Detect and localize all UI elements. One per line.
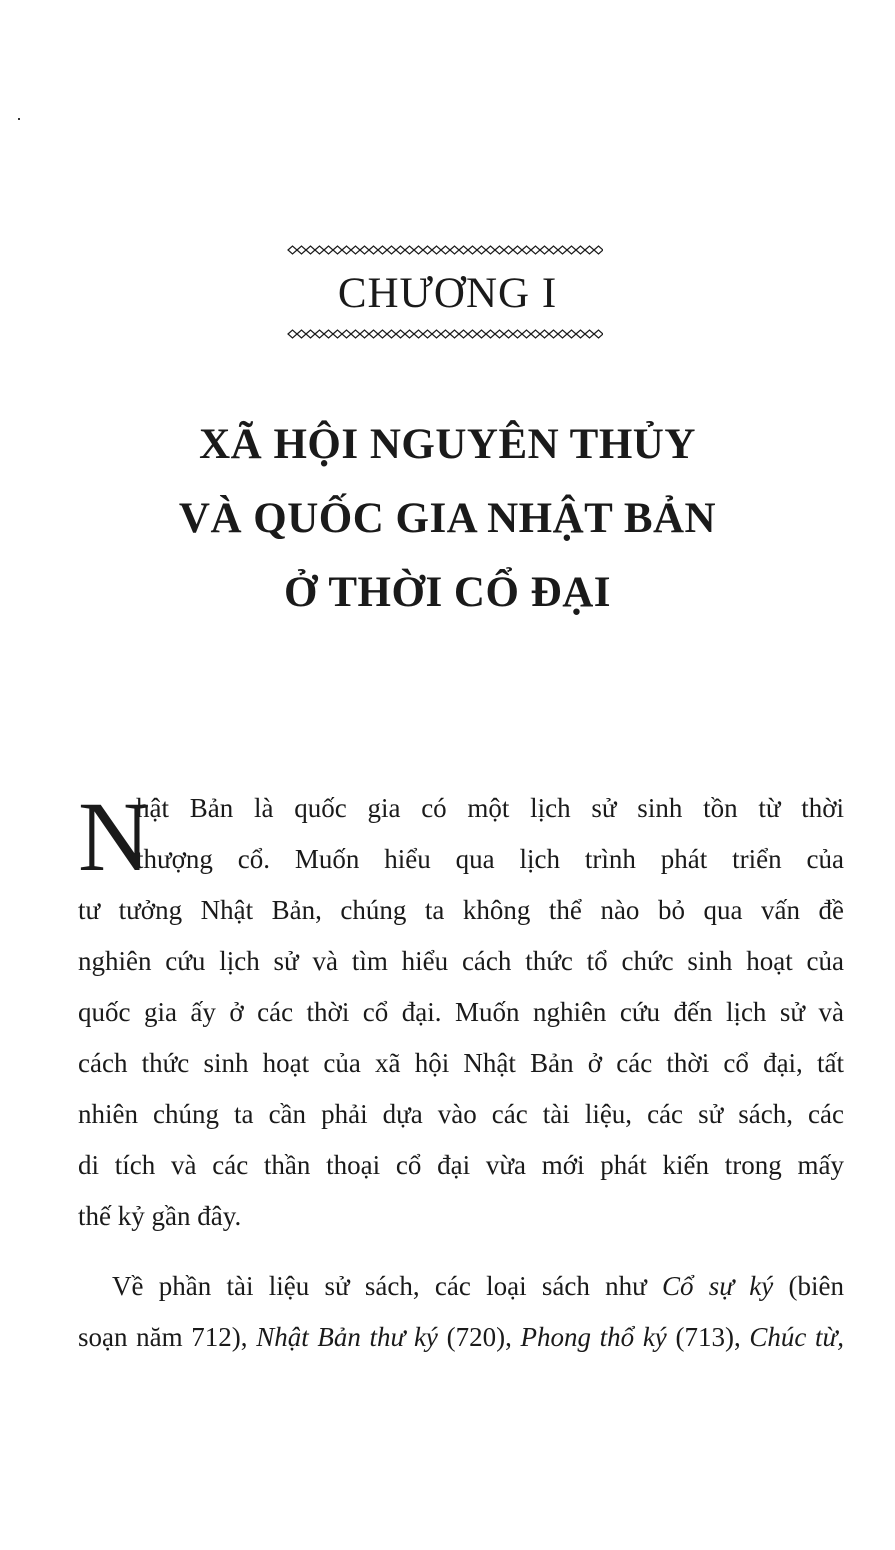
ornament-diamond	[423, 246, 432, 254]
ornament-diamond	[567, 330, 576, 338]
ornament-diamond	[360, 330, 369, 338]
ornament-diamond	[414, 246, 423, 254]
paragraph-1	[78, 783, 844, 1242]
ornament-diamond	[405, 330, 414, 338]
ornament-diamond	[504, 330, 513, 338]
paragraph-line: nghiên cứu lịch sử và tìm hiểu cách thức tổ chức sinh hoạt của	[78, 946, 844, 976]
book-title: Phong thổ ký	[520, 1322, 667, 1352]
ornament-diamond	[432, 246, 441, 254]
ornament-diamond	[522, 246, 531, 254]
ornament-diamond	[495, 330, 504, 338]
ornament-diamond	[342, 330, 351, 338]
ornament-diamond	[450, 330, 459, 338]
ornament-diamond	[414, 330, 423, 338]
book-title: Cổ sự ký	[662, 1271, 774, 1301]
ornament-diamond	[324, 246, 333, 254]
paragraph-line: thượng cổ. Muốn hiểu qua lịch trình phát triển của	[136, 844, 844, 874]
paragraph-2	[78, 1261, 844, 1363]
paragraph-line	[78, 1261, 844, 1312]
ornament-diamond	[576, 330, 585, 338]
ornament-diamond	[297, 246, 306, 254]
ornament-diamond	[441, 246, 450, 254]
ornament-diamond	[558, 246, 567, 254]
paragraph-line: hật Bản là quốc gia có một lịch sử sinh tồn từ thời	[136, 793, 844, 823]
ornament-diamond	[585, 246, 594, 254]
text-run: (713),	[666, 1322, 750, 1352]
ornament-diamond	[315, 330, 324, 338]
ornament-diamond	[513, 330, 522, 338]
chapter-title-line: XÃ HỘI NGUYÊN THỦY	[199, 421, 696, 468]
ornament-diamond	[441, 330, 450, 338]
ornament-diamond	[585, 330, 594, 338]
ornament-diamond	[558, 330, 567, 338]
ornament-diamond	[540, 246, 549, 254]
ornament-diamond	[387, 330, 396, 338]
ornament-diamond	[495, 246, 504, 254]
top-ornament-border	[285, 244, 603, 256]
ornament-diamond	[351, 330, 360, 338]
chapter-title-line: VÀ QUỐC GIA NHẬT BẢN	[178, 495, 717, 542]
ornament-diamond	[540, 330, 549, 338]
ornament-diamond	[333, 330, 342, 338]
text-run: (720),	[437, 1322, 521, 1352]
ornament-diamond	[306, 246, 315, 254]
ornament-diamond	[594, 246, 603, 254]
paragraph-line: cách thức sinh hoạt của xã hội Nhật Bản ở các thời cổ đại, tất	[78, 1048, 844, 1078]
ornament-diamond	[594, 330, 603, 338]
ornament-diamond	[459, 330, 468, 338]
ornament-diamond	[504, 246, 513, 254]
ornament-diamond	[297, 330, 306, 338]
ornament-diamond	[468, 246, 477, 254]
ornament-diamond	[477, 246, 486, 254]
ornament-diamond	[315, 246, 324, 254]
text-run: (biên	[773, 1271, 844, 1301]
paragraph-line: tư tưởng Nhật Bản, chúng ta không thể nào bỏ qua vấn đề	[78, 895, 844, 925]
ornament-diamond	[531, 330, 540, 338]
paragraph-line: nhiên chúng ta cần phải dựa vào các tài liệu, các sử sách, các	[78, 1099, 844, 1129]
book-title: Nhật Bản thư ký	[256, 1322, 438, 1352]
ornament-diamond	[342, 246, 351, 254]
ornament-diamond	[288, 330, 297, 338]
ornament-diamond	[333, 246, 342, 254]
ornament-diamond	[378, 330, 387, 338]
chapter-title	[0, 408, 895, 630]
ornament-diamond	[567, 246, 576, 254]
ornament-diamond	[549, 330, 558, 338]
ornament-diamond	[405, 246, 414, 254]
ornament-diamond	[432, 330, 441, 338]
ornament-diamond	[576, 246, 585, 254]
ornament-diamond	[369, 330, 378, 338]
bottom-ornament-border	[285, 328, 603, 340]
paragraph-line: di tích và các thần thoại cổ đại vừa mới phát kiến trong mấy	[78, 1150, 844, 1180]
chapter-title-line: Ở THỜI CỔ ĐẠI	[283, 569, 612, 616]
drop-cap: N	[78, 781, 151, 892]
ornament-diamond	[531, 246, 540, 254]
ornament-diamond	[477, 330, 486, 338]
chapter-label: CHƯƠNG I	[337, 270, 558, 317]
paragraph-line: thế kỷ gần đây.	[78, 1201, 242, 1231]
ornament-diamond	[360, 246, 369, 254]
scan-speck	[18, 118, 20, 120]
ornament-diamond	[387, 246, 396, 254]
paragraph-line: quốc gia ấy ở các thời cổ đại. Muốn nghiên cứu đến lịch sử và	[78, 997, 844, 1027]
paragraph-line	[78, 1312, 844, 1363]
ornament-diamond	[369, 246, 378, 254]
ornament-diamond	[324, 330, 333, 338]
ornament-diamond	[351, 246, 360, 254]
ornament-diamond	[450, 246, 459, 254]
ornament-diamond	[459, 246, 468, 254]
ornament-diamond	[468, 330, 477, 338]
text-run: Về phần tài liệu sử sách, các loại sách như	[112, 1271, 662, 1301]
ornament-diamond	[423, 330, 432, 338]
ornament-diamond	[486, 246, 495, 254]
ornament-diamond	[306, 330, 315, 338]
text-run: soạn năm 712),	[78, 1322, 257, 1352]
ornament-diamond	[378, 246, 387, 254]
ornament-diamond	[549, 246, 558, 254]
ornament-diamond	[522, 330, 531, 338]
ornament-diamond	[396, 246, 405, 254]
ornament-diamond	[396, 330, 405, 338]
book-title: Chúc từ,	[749, 1322, 845, 1352]
ornament-diamond	[513, 246, 522, 254]
ornament-diamond	[486, 330, 495, 338]
ornament-diamond	[288, 246, 297, 254]
